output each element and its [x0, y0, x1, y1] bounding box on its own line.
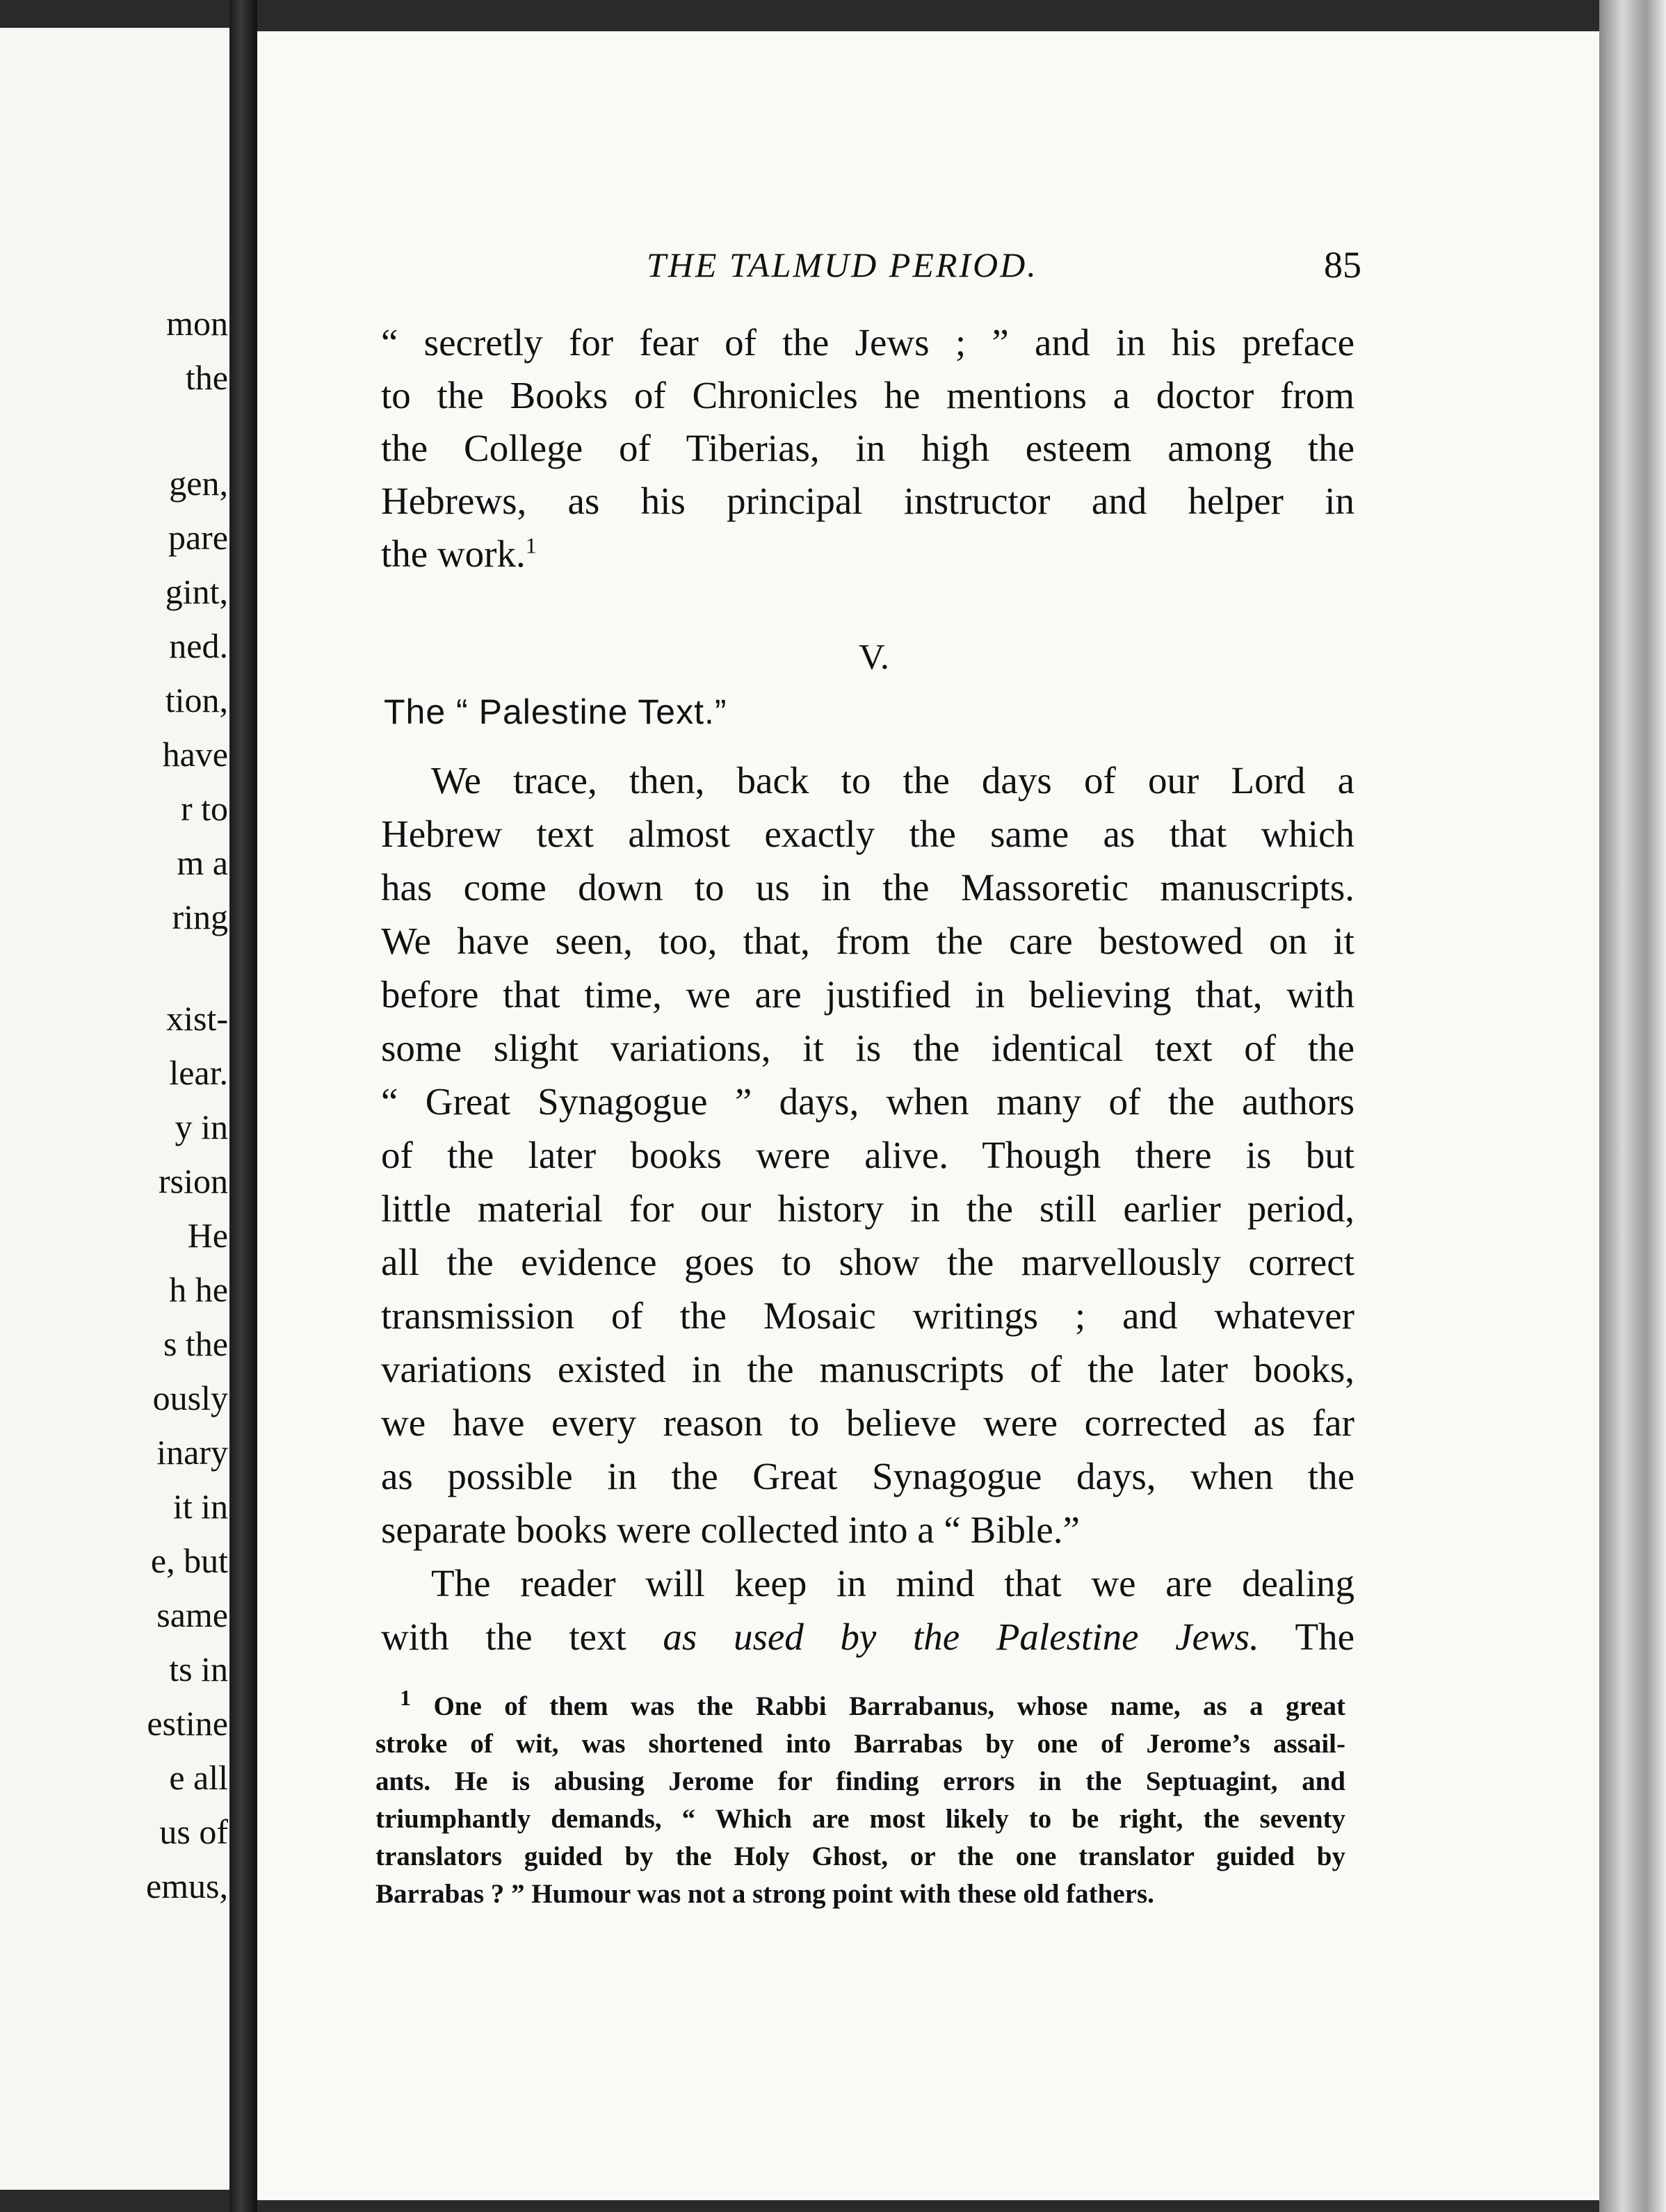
- footnote-line: [400, 1685, 1346, 1721]
- facing-page-fragment: tion,: [165, 681, 228, 719]
- facing-page-fragment: xist-: [166, 999, 228, 1038]
- facing-page-fragment: mon: [166, 304, 228, 343]
- body-line: the College of Tiberias, in high esteem among the: [381, 427, 1354, 469]
- facing-page-fragment: same: [156, 1595, 228, 1634]
- facing-page-fragment: emus,: [145, 1867, 228, 1905]
- footnote-line: triumphantly demands, “ Which are most likely to be right, the seventy: [375, 1804, 1345, 1834]
- body-line: has come down to us in the Massoretic manuscripts.: [381, 866, 1354, 909]
- footnote-text: One of them was the Rabbi Barrabanus, whose name, as a great: [433, 1691, 1346, 1721]
- facing-page-fragment: h he: [169, 1270, 228, 1309]
- facing-page-fragment: r to: [180, 789, 228, 828]
- body-line: Hebrew text almost exactly the same as that which: [381, 813, 1354, 855]
- facing-page-fragment: inary: [156, 1433, 228, 1472]
- facing-page-fragment: lear.: [169, 1053, 228, 1092]
- facing-page-fragment: gen,: [169, 464, 228, 503]
- body-text: with the text: [381, 1616, 663, 1658]
- section-number: V.: [859, 637, 889, 677]
- facing-page-fragment: s the: [163, 1324, 228, 1363]
- body-line: “ secretly for fear of the Jews ; ” and in his preface: [381, 321, 1354, 364]
- italic-phrase: as used by the Palestine Jews.: [663, 1616, 1259, 1658]
- footnote-reference[interactable]: 1: [525, 532, 537, 558]
- facing-page-fragment: y in: [175, 1107, 228, 1146]
- body-line: all the evidence goes to show the marvellously correct: [381, 1241, 1354, 1283]
- footnote-line: translators guided by the Holy Ghost, or the one translator guided by: [375, 1841, 1345, 1871]
- body-line: Hebrews, as his principal instructor and helper in: [381, 480, 1354, 522]
- body-line: some slight variations, it is the identical text of the: [381, 1027, 1354, 1069]
- body-line: We trace, then, back to the days of our Lord a: [431, 759, 1354, 802]
- book-gutter: [229, 0, 257, 2212]
- facing-page-fragment: He: [187, 1216, 228, 1255]
- facing-page-fragment: ously: [152, 1379, 228, 1417]
- facing-page-fragment: m a: [177, 843, 228, 882]
- facing-page-fragment: have: [162, 735, 228, 774]
- body-line: [381, 532, 1354, 575]
- body-line: separate books were collected into a “ Bible.”: [381, 1508, 1080, 1551]
- body-line: transmission of the Mosaic writings ; and whatever: [381, 1294, 1354, 1337]
- body-line-text: the work.: [381, 532, 526, 575]
- running-title: THE TALMUD PERIOD.: [647, 245, 1038, 284]
- page-edges: [1599, 0, 1666, 2212]
- body-line: little material for our history in the still earlier period,: [381, 1187, 1354, 1230]
- facing-page-fragment: us of: [159, 1812, 228, 1851]
- facing-page: [0, 28, 229, 2190]
- body-line: We have seen, too, that, from the care bestowed on it: [381, 920, 1354, 962]
- body-line: as possible in the Great Synagogue days, when the: [381, 1455, 1354, 1497]
- facing-page-fragment: it in: [172, 1487, 228, 1526]
- facing-page-fragment: the: [185, 358, 228, 397]
- body-line: “ Great Synagogue ” days, when many of the authors: [381, 1080, 1354, 1123]
- facing-page-fragment: ts in: [169, 1650, 228, 1689]
- body-line: to the Books of Chronicles he mentions a doctor from: [381, 374, 1354, 416]
- body-line: [381, 1618, 1354, 1656]
- body-line: variations existed in the manuscripts of the later books,: [381, 1348, 1354, 1390]
- facing-page-fragment: estine: [147, 1704, 228, 1743]
- body-line: before that time, we are justified in believing that, with: [381, 973, 1354, 1016]
- page-number: 85: [1324, 244, 1361, 286]
- body-line: of the later books were alive. Though there is but: [381, 1134, 1354, 1176]
- footnote-marker: 1: [400, 1685, 411, 1710]
- facing-page-fragment: ned.: [169, 626, 228, 665]
- facing-page-fragment: e, but: [150, 1541, 228, 1580]
- footnote-line: Barrabas ? ” Humour was not a strong point with these old fathers.: [375, 1879, 1154, 1909]
- facing-page-fragment: ring: [172, 897, 228, 936]
- footnote-line: ants. He is abusing Jerome for finding errors in the Septuagint, and: [375, 1766, 1345, 1796]
- body-text: The: [1295, 1616, 1354, 1658]
- facing-page-fragment: gint,: [165, 572, 228, 611]
- body-line: The reader will keep in mind that we are dealing: [431, 1562, 1354, 1604]
- facing-page-fragment: rsion: [159, 1162, 228, 1201]
- facing-page-fragment: pare: [168, 518, 228, 557]
- body-line: we have every reason to believe were corrected as far: [381, 1401, 1354, 1444]
- section-heading: The “ Palestine Text.”: [384, 692, 727, 731]
- footnote-line: stroke of wit, was shortened into Barrabas by one of Jerome’s assail-: [375, 1729, 1345, 1759]
- facing-page-fragment: e all: [169, 1758, 228, 1797]
